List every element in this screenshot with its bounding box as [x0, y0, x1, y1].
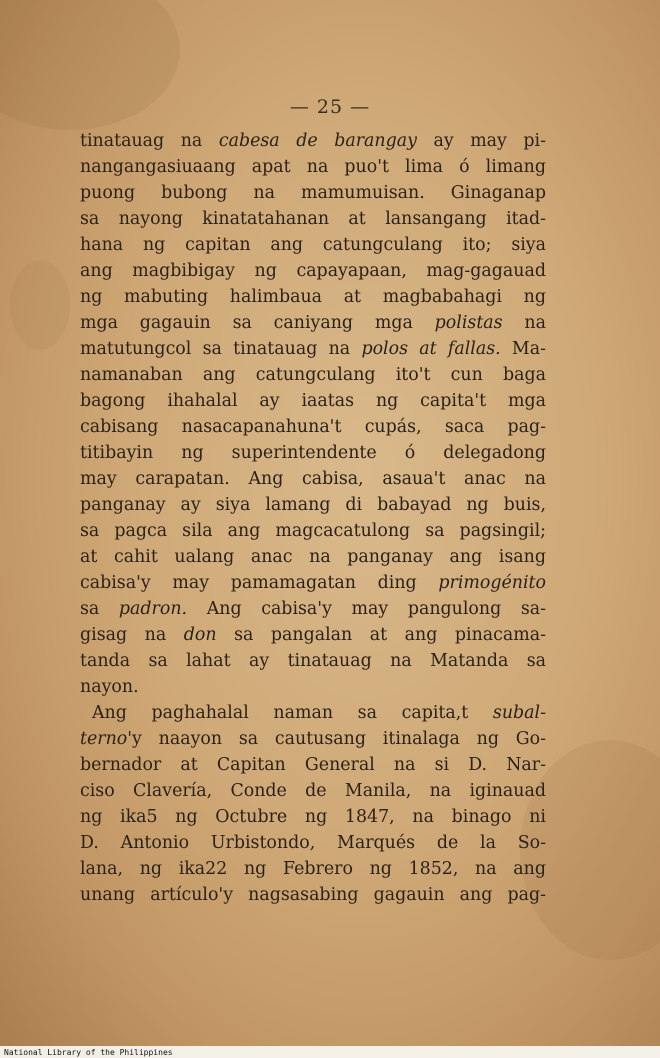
text-line: [80, 310, 546, 336]
line-text: tanda sa lahat ay tinatauag na Matanda sa: [80, 651, 546, 671]
text-line: [80, 752, 546, 778]
line-text: bernador at Capitan General na si D. Nar-: [80, 755, 546, 775]
line-text: ang magbibigay ng capayapaan, mag-gagauad: [80, 261, 546, 281]
line-text: namanaban ang catungculang ito't cun baga: [80, 365, 546, 385]
line-text: cabisa'y may pamamagatan ding: [80, 573, 439, 593]
page-number: — 25 —: [289, 96, 371, 118]
italic-term: don: [183, 625, 217, 645]
line-text: lana, ng ika22 ng Febrero ng 1852, na ang: [80, 859, 546, 879]
line-text: matutungcol sa tinatauag na: [80, 339, 362, 359]
text-line: [80, 336, 546, 362]
line-text: ng ika5 ng Octubre ng 1847, na binago ni: [80, 807, 546, 827]
line-text-after: 'y naayon sa cautusang itinalaga ng Go-: [127, 729, 546, 749]
line-text: nayon.: [80, 677, 139, 697]
italic-term: cabesa de barangay: [218, 131, 417, 151]
line-text: Ang paghahalal naman sa capita,t: [92, 703, 493, 723]
line-text: sa nayong kinatatahanan at lansangang itad-: [80, 209, 546, 229]
text-line: [80, 622, 546, 648]
italic-term: terno: [80, 729, 128, 749]
text-line: [80, 700, 546, 726]
line-text: ciso Clavería, Conde de Manila, na iginauad: [80, 781, 546, 801]
italic-term: polos at fallas.: [361, 339, 501, 359]
text-line: [80, 674, 546, 700]
text-line: [80, 440, 546, 466]
line-text: D. Antonio Urbistondo, Marqués de la So-: [80, 833, 546, 853]
line-text: unang artículo'y nagsasabing gagauin ang pag-: [80, 885, 546, 905]
body-text: [80, 128, 546, 908]
text-line: [80, 570, 546, 596]
text-line: [80, 414, 546, 440]
text-line: [80, 726, 546, 752]
line-text: titibayin ng superintendente ó delegadong: [80, 443, 546, 463]
text-line: [80, 830, 546, 856]
line-text: sa pagca sila ang magcacatulong sa pagsingil;: [80, 521, 546, 541]
line-text: panganay ay siya lamang di babayad ng buis,: [80, 495, 546, 515]
line-text: may carapatan. Ang cabisa, asaua't anac na: [80, 469, 546, 489]
text-line: [80, 544, 546, 570]
text-line: [80, 362, 546, 388]
text-line: [80, 648, 546, 674]
line-text: ng mabuting halimbaua at magbabahagi ng: [80, 287, 546, 307]
line-text-after: na: [502, 313, 546, 333]
text-line: [80, 492, 546, 518]
line-text: puong bubong na mamumuisan. Ginaganap: [80, 183, 546, 203]
italic-term: polistas: [434, 313, 503, 333]
text-line: [80, 388, 546, 414]
text-line: [80, 882, 546, 908]
text-line: [80, 258, 546, 284]
line-text: sa: [80, 599, 119, 619]
line-text-after: sa pangalan at ang pinacama-: [216, 625, 546, 645]
line-text: at cahit ualang anac na panganay ang isang: [80, 547, 546, 567]
text-line: [80, 154, 546, 180]
line-text: nangangasiuaang apat na puo't lima ó limang: [80, 157, 546, 177]
italic-term: subal-: [492, 703, 546, 723]
text-line: [80, 466, 546, 492]
text-line: [80, 180, 546, 206]
text-line: [80, 206, 546, 232]
line-text-after: Ma-: [500, 339, 546, 359]
line-text: hana ng capitan ang catungculang ito; siya: [80, 235, 546, 255]
text-line: [80, 804, 546, 830]
text-line: [80, 856, 546, 882]
italic-term: padron.: [118, 599, 188, 619]
line-text: bagong ihahalal ay iaatas ng capita't mga: [80, 391, 546, 411]
text-line: [80, 128, 546, 154]
text-line: [80, 284, 546, 310]
text-line: [80, 518, 546, 544]
line-text: gisag na: [80, 625, 184, 645]
paper-stain: [10, 260, 70, 350]
library-credit: National Library of the Philippines: [4, 1048, 173, 1057]
line-text-after: ay may pi-: [416, 131, 546, 151]
italic-term: primogénito: [438, 573, 546, 593]
line-text-after: Ang cabisa'y may pangulong sa-: [187, 599, 547, 619]
text-line: [80, 596, 546, 622]
line-text: cabisang nasacapanahuna't cupás, saca pag-: [80, 417, 546, 437]
text-line: [80, 232, 546, 258]
text-line: [80, 778, 546, 804]
line-text: tinatauag na: [80, 131, 219, 151]
line-text: mga gagauin sa caniyang mga: [80, 313, 435, 333]
